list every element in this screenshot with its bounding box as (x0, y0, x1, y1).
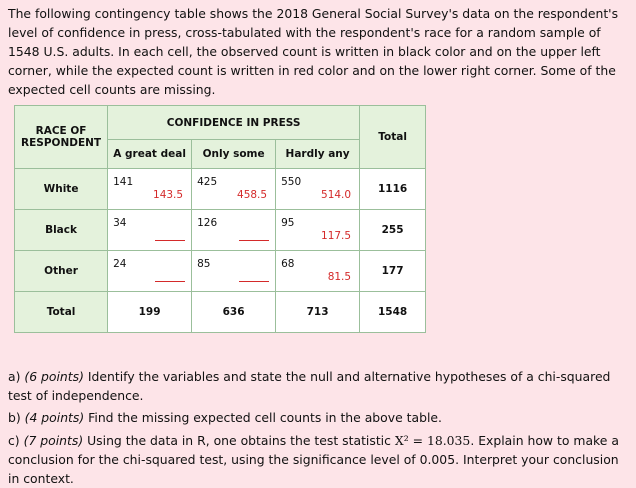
table-cell (276, 169, 360, 210)
table-cell (108, 169, 192, 210)
observed-count: 141 (113, 176, 134, 188)
table-cell (192, 251, 276, 292)
question-a (8, 367, 630, 405)
table-cell (276, 251, 360, 292)
question-points: (7 points) (23, 433, 84, 448)
row-label: Black (15, 210, 108, 251)
total-header: Total (360, 106, 426, 169)
contingency-table (14, 105, 426, 333)
grand-total: 1548 (360, 292, 426, 333)
expected-count: 117.5 (321, 230, 352, 242)
missing-expected-blank (239, 240, 269, 241)
observed-count: 68 (281, 258, 295, 270)
observed-count: 425 (197, 176, 218, 188)
missing-expected-blank (155, 240, 185, 241)
observed-count: 34 (113, 217, 127, 229)
column-total: 636 (192, 292, 276, 333)
column-total: 199 (108, 292, 192, 333)
question-points: (4 points) (24, 410, 85, 425)
expected-count: 458.5 (237, 189, 268, 201)
table-cell (276, 210, 360, 251)
table-row-total (15, 292, 426, 333)
row-label: White (15, 169, 108, 210)
group-header: CONFIDENCE IN PRESS (108, 106, 360, 140)
observed-count: 550 (281, 176, 302, 188)
col-header-great-deal: A great deal (108, 140, 192, 169)
question-label: a) (8, 369, 21, 384)
question-b (8, 408, 630, 427)
table-row-other (15, 251, 426, 292)
question-label: b) (8, 410, 21, 425)
observed-count: 95 (281, 217, 295, 229)
expected-count: 143.5 (153, 189, 184, 201)
row-total: 177 (360, 251, 426, 292)
table-cell (108, 210, 192, 251)
question-text: Identify the variables and state the null and alternative hypotheses of a chi-squared test of independence. (8, 369, 611, 403)
observed-count: 126 (197, 217, 218, 229)
column-total: 713 (276, 292, 360, 333)
expected-count: 514.0 (321, 189, 352, 201)
question-c (8, 431, 630, 488)
expected-count: 81.5 (327, 271, 352, 283)
row-total: 255 (360, 210, 426, 251)
col-header-hardly-any: Hardly any (276, 140, 360, 169)
observed-count: 85 (197, 258, 211, 270)
row-label: Other (15, 251, 108, 292)
intro-paragraph: The following contingency table shows the 2018 General Social Survey's data on the respondent's level of confidence in press, cross-tabulated with the respondent's race for a random sample of 1548 U.S. adults. In each cell, the observed count is written in black color and on the upper left corner, while the expected count is written in red color and on the lower right corner. Some of the expected cell counts are missing. (8, 6, 619, 97)
missing-expected-blank (239, 281, 269, 282)
table-row-black (15, 210, 426, 251)
table-cell (192, 210, 276, 251)
corner-header: RACE OF RESPONDENT (15, 106, 108, 169)
question-text: Using the data in R, one obtains the test statistic (87, 433, 391, 448)
row-total: 1116 (360, 169, 426, 210)
question-text-cont: . Explain how to make a conclusion for the chi-squared test, using the significance level of 0.005. Interpret your conclusion in context. (8, 433, 619, 486)
missing-expected-blank (155, 281, 185, 282)
question-text: Find the missing expected cell counts in the above table. (88, 410, 442, 425)
table-row-white (15, 169, 426, 210)
col-header-only-some: Only some (192, 140, 276, 169)
table-cell (192, 169, 276, 210)
question-points: (6 points) (24, 369, 84, 384)
test-statistic: X² = 18.035 (394, 433, 471, 448)
table-cell (108, 251, 192, 292)
observed-count: 24 (113, 258, 127, 270)
row-label: Total (15, 292, 108, 333)
question-label: c) (8, 433, 20, 448)
